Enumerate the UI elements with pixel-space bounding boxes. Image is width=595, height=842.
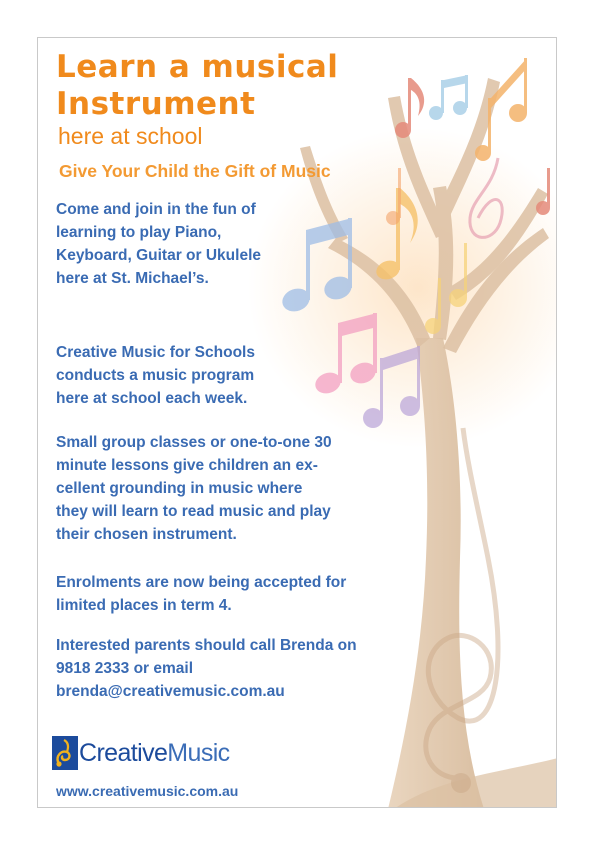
- lessons-paragraph: Small group classes or one-to-one 30 minute lessons give children an ex- cellent grounding in music where they will learn to read music and play their chosen instrument.: [56, 434, 332, 543]
- enrolments-paragraph: Enrolments are now being accepted for limited places in term 4.: [56, 574, 347, 614]
- poster-subtitle: here at school: [58, 123, 203, 149]
- creative-music-logo-mark: [52, 736, 78, 770]
- website-link[interactable]: www.creativemusic.com.au: [56, 783, 239, 799]
- program-paragraph: Creative Music for Schools conducts a music program here at school each week.: [56, 344, 255, 407]
- creative-music-logo: [52, 736, 252, 772]
- poster-tagline: Give Your Child the Gift of Music: [59, 161, 331, 181]
- poster-title-line1: Learn a musical: [56, 49, 339, 85]
- logo-wordmark: CreativeMusic: [79, 739, 230, 767]
- contact-paragraph: Interested parents should call Brenda on 9818 2333 or email brenda@creativemusic.com.au: [56, 634, 357, 703]
- intro-paragraph: Come and join in the fun of learning to play Piano, Keyboard, Guitar or Ukulele here at St. Michael’s.: [56, 201, 261, 287]
- contact-email[interactable]: brenda@creativemusic.com.au: [56, 683, 285, 700]
- poster: [37, 37, 557, 808]
- poster-title-line2: Instrument: [56, 86, 256, 122]
